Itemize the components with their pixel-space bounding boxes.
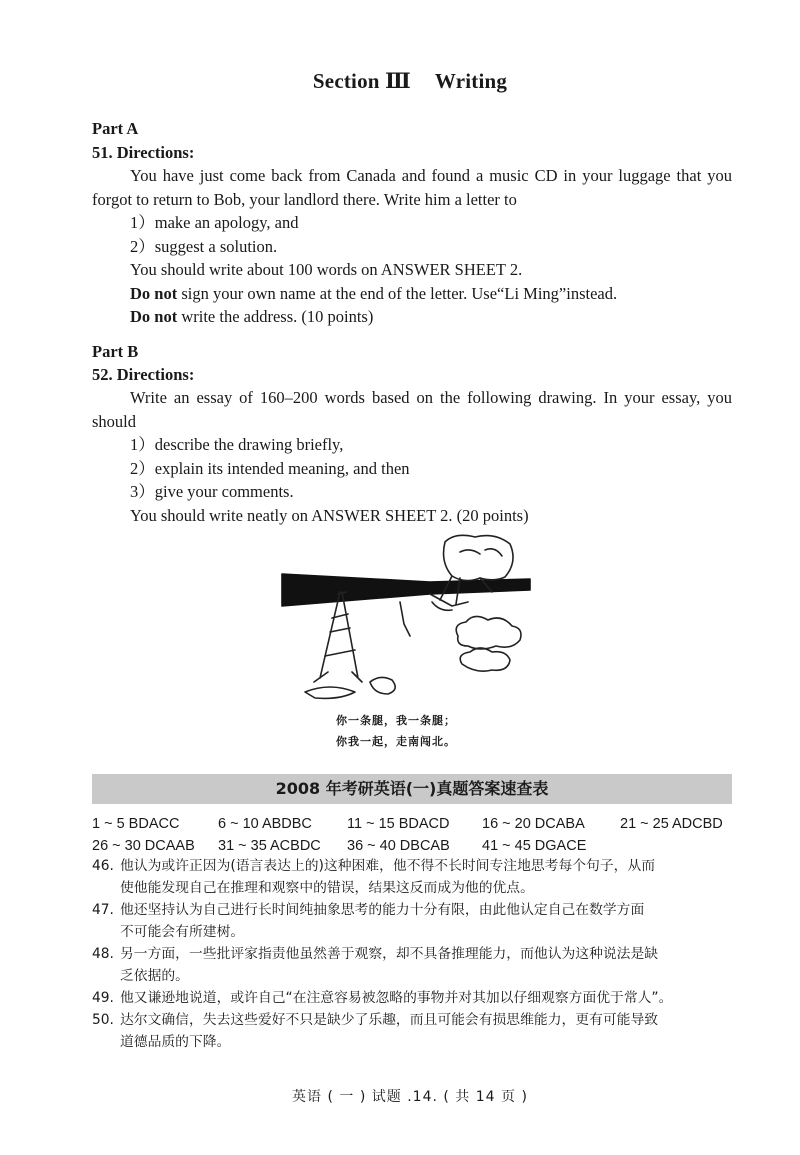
part-a-do-not-sign — [92, 282, 617, 306]
part-a-item-1: 1）make an apology, and — [130, 213, 299, 232]
part-b-item-3: 3）give your comments. — [130, 482, 294, 501]
answer-group: 36 ~ 40 DBCAB — [347, 838, 450, 854]
translation-line: 道德品质的下降。 — [120, 1034, 231, 1050]
translation-49 — [92, 987, 732, 1009]
item-number: 50. — [92, 1012, 114, 1028]
translation-line: 达尔文确信，失去这些爱好不只是缺少了乐趣，而且可能会有损思维能力，更有可能导致 — [120, 1012, 659, 1028]
translation-line: 不可能会有所建树。 — [120, 924, 245, 940]
part-a-label: Part A — [92, 119, 139, 138]
answer-group: 31 ~ 35 ACBDC — [218, 838, 321, 854]
directions-label: Directions: — [116, 143, 195, 162]
part-a-item-2: 2）suggest a solution. — [130, 237, 278, 256]
part-b-label: Part B — [92, 342, 139, 361]
answer-group: 6 ~ 10 ABDBC — [218, 816, 312, 832]
cartoon-drawing — [280, 532, 540, 702]
question-52-heading — [92, 363, 194, 387]
do-not-emphasis: Do not — [130, 307, 178, 326]
part-a-do-not-address — [92, 305, 373, 329]
part-a-word-count: You should write about 100 words on ANSWER SHEET 2. — [130, 260, 523, 279]
translation-line: 另一方面，一些批评家指责他虽然善于观察，却不具备推理能力，而他认为这种说法是缺 — [120, 946, 659, 962]
do-not-text: write the address. (10 points) — [177, 307, 374, 326]
answer-key-banner: 2008 年考研英语(一)真题答案速查表 — [92, 774, 732, 804]
question-51-heading — [92, 141, 194, 165]
part-b-paragraph: Write an essay of 160–200 words based on the following drawing. In your essay, you should — [92, 388, 732, 431]
item-number: 49. — [92, 990, 114, 1006]
translation-47 — [92, 899, 732, 943]
translation-48 — [92, 943, 732, 987]
section-label: Section Ⅲ — [312, 69, 411, 93]
page-title — [0, 68, 800, 94]
item-number: 46. — [92, 858, 114, 874]
drawing-caption-line-1: 你一条腿，我一条腿； — [336, 714, 456, 727]
part-b-neatness: You should write neatly on ANSWER SHEET 2. (20 points) — [130, 506, 529, 525]
question-number: 52. — [92, 365, 113, 384]
translation-line: 他还坚持认为自己进行长时间纯抽象思考的能力十分有限，由此他认定自己在数学方面 — [120, 902, 645, 918]
translation-line: 使他能发现自己在推理和观察中的错误，结果这反而成为他的优点。 — [120, 880, 534, 896]
translation-line: 乏依据的。 — [120, 968, 189, 984]
item-number: 48. — [92, 946, 114, 962]
translation-46 — [92, 855, 732, 899]
directions-label: Directions: — [116, 365, 195, 384]
translation-line: 他又谦逊地说道，或许自己“在注意容易被忽略的事物并对其加以仔细观察方面优于常人”。 — [120, 990, 673, 1006]
translation-answers — [92, 855, 732, 1053]
answer-row-1 — [92, 816, 792, 836]
section-name: Writing — [434, 69, 508, 93]
answer-group: 26 ~ 30 DCAAB — [92, 838, 195, 854]
part-a-paragraph: You have just come back from Canada and found a music CD in your luggage that you forgot to return to Bob, your landlord there. Write him a letter to — [92, 166, 732, 209]
answer-group: 11 ~ 15 BDACD — [347, 816, 450, 832]
part-b-item-1: 1）describe the drawing briefly, — [130, 435, 344, 454]
answer-group: 1 ~ 5 BDACC — [92, 816, 180, 832]
translation-50 — [92, 1009, 732, 1053]
do-not-text: sign your own name at the end of the letter. Use“Li Ming”instead. — [177, 284, 618, 303]
translation-line: 他认为或许正因为(语言表达上的)这种困难，他不得不长时间专注地思考每个句子，从而 — [120, 858, 656, 874]
page-footer: 英语 ( 一 ) 试题 .14. ( 共 14 页 ) — [292, 1089, 528, 1105]
do-not-emphasis: Do not — [130, 284, 178, 303]
answer-group: 16 ~ 20 DCABA — [482, 816, 585, 832]
item-number: 47. — [92, 902, 114, 918]
answer-group: 41 ~ 45 DGACE — [482, 838, 587, 854]
answer-group: 21 ~ 25 ADCBD — [620, 816, 723, 832]
drawing-caption-line-2: 你我一起，走南闯北。 — [336, 735, 456, 748]
question-number: 51. — [92, 143, 113, 162]
part-b-item-2: 2）explain its intended meaning, and then — [130, 459, 410, 478]
